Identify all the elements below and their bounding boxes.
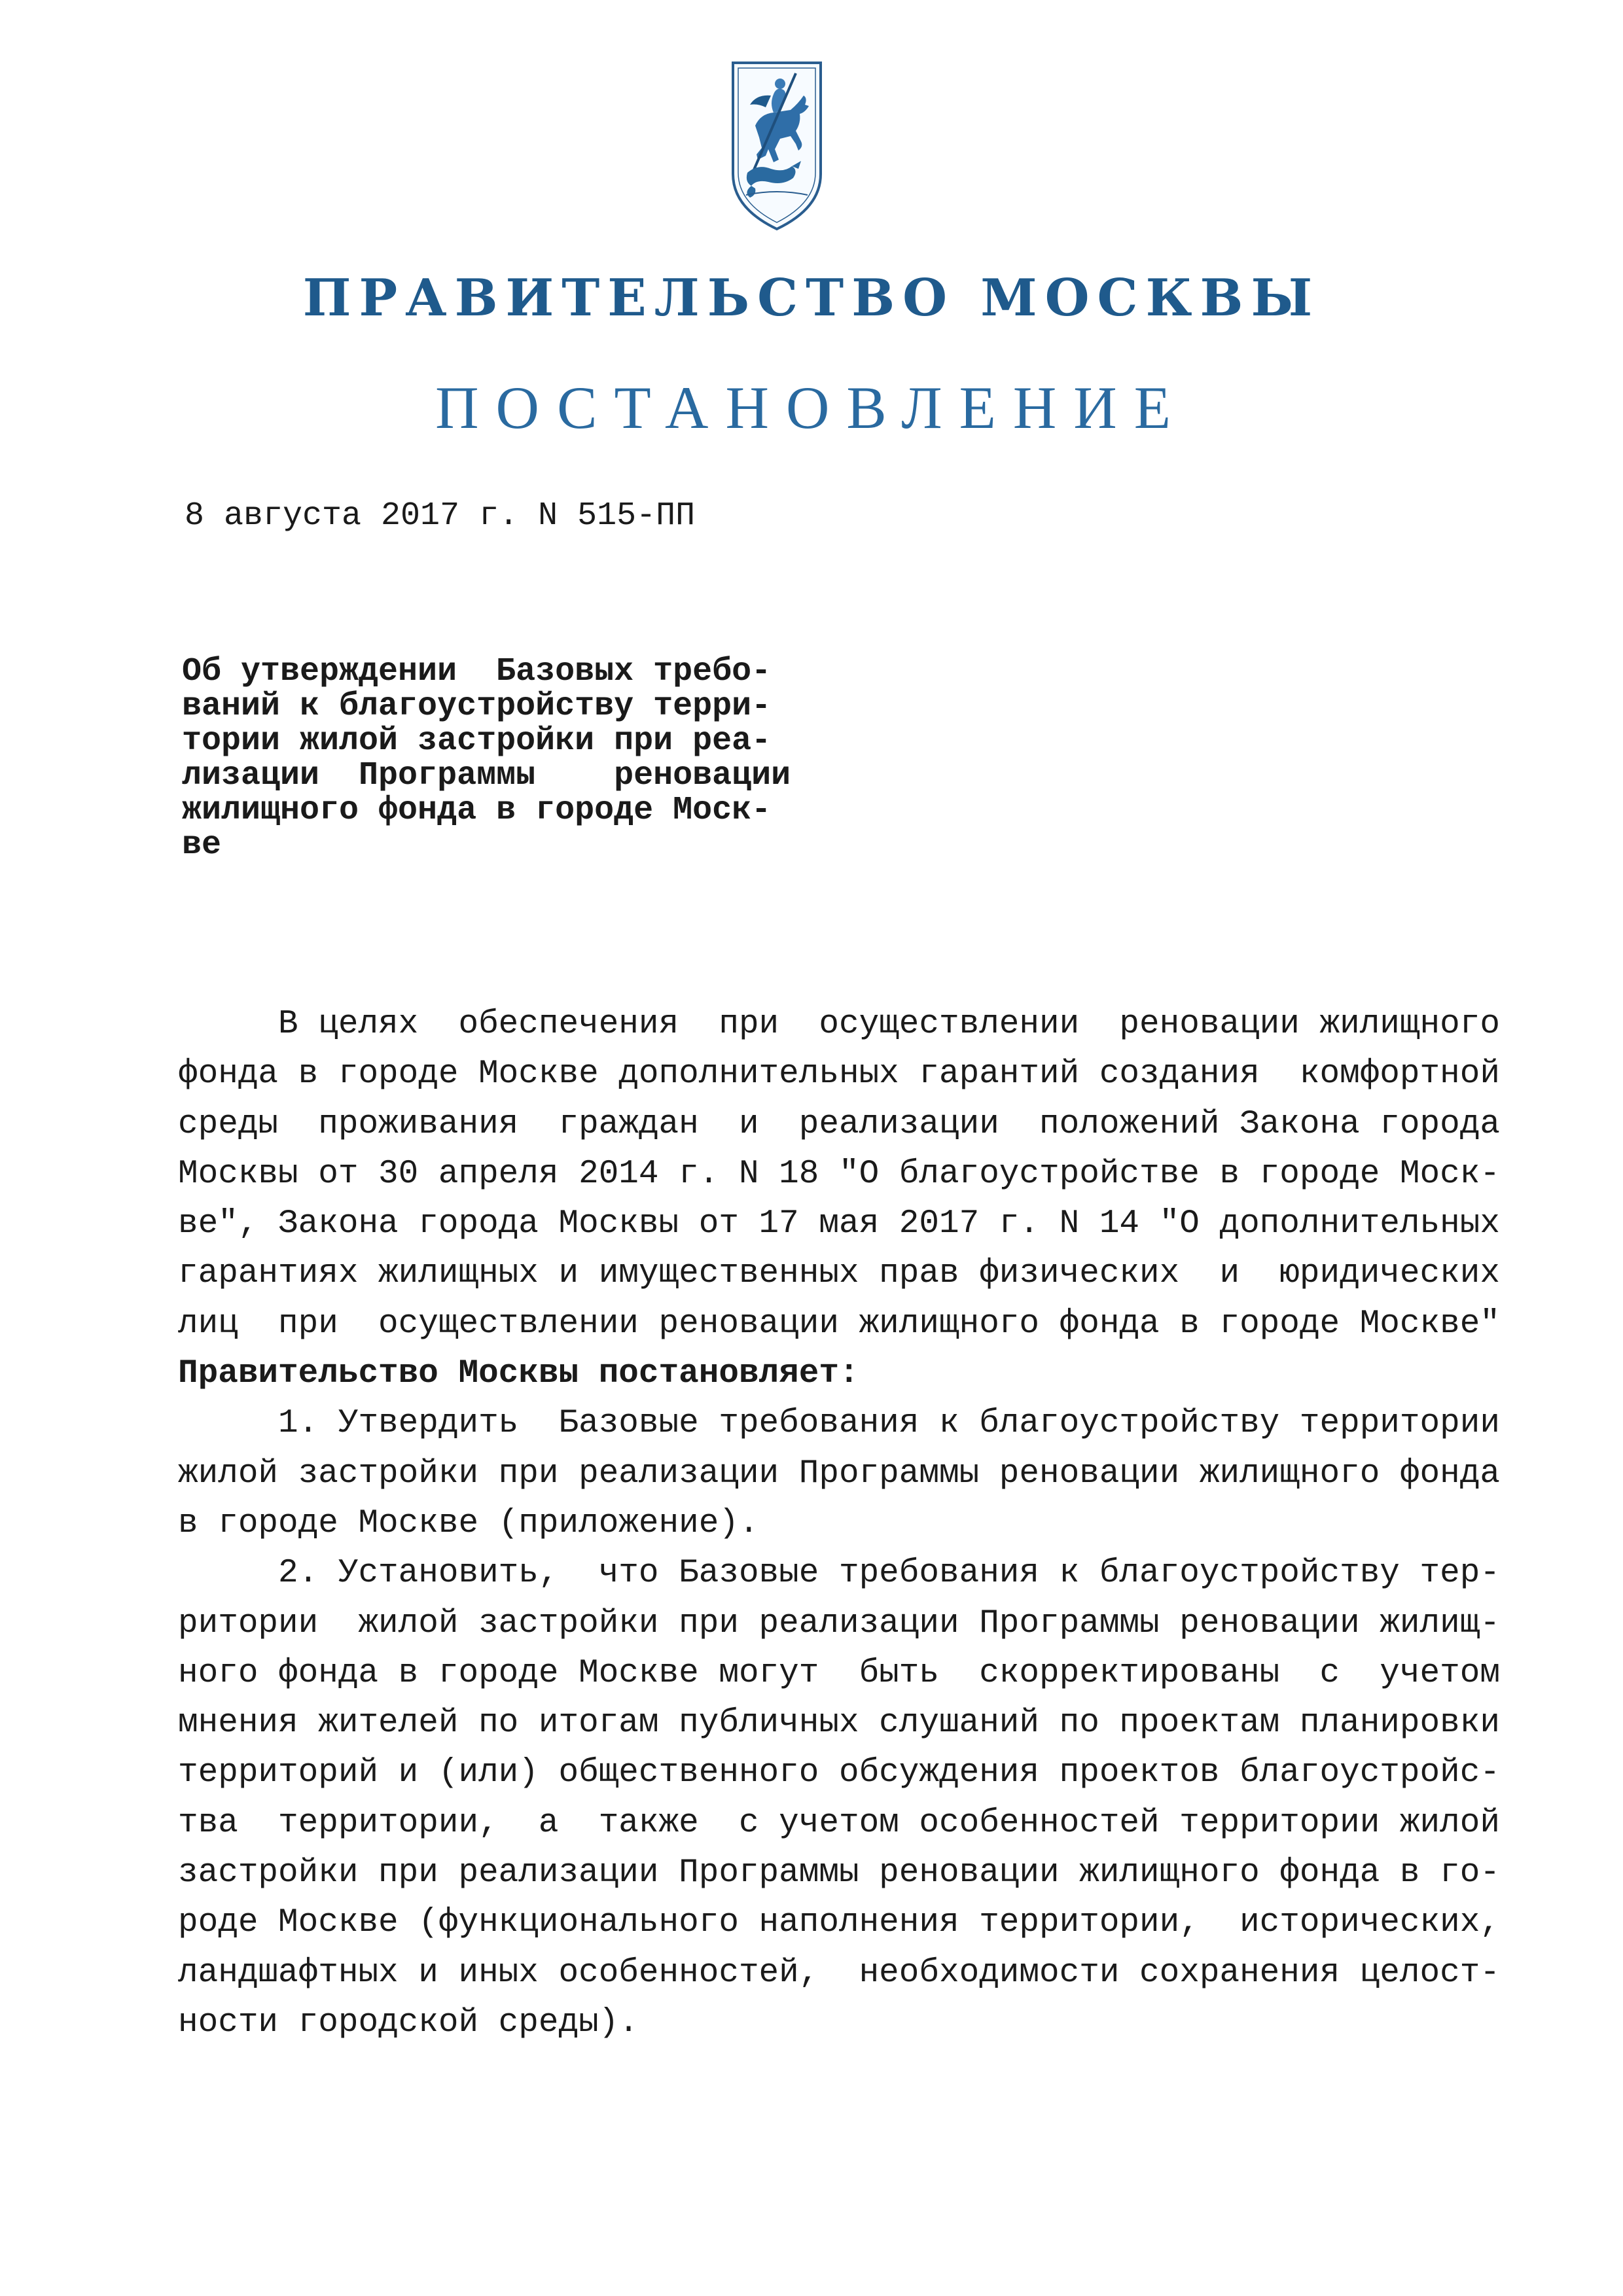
item2-line: ритории жилой застройки при реализации Программы реновации жилищ- [178, 1604, 1500, 1642]
subject-line: Об утверждении Базовых требо- [182, 653, 772, 690]
decree-subject [182, 653, 791, 864]
item2-line: ного фонда в городе Москве могут быть скорректированы с учетом [178, 1654, 1500, 1692]
document-type: ПОСТАНОВЛЕНИЕ [435, 374, 1188, 441]
item1-line: в городе Москве (приложение). [178, 1504, 759, 1542]
decree-phrase: Правительство Москвы постановляет: [178, 1355, 859, 1393]
subject-line: жилищного фонда в городе Моск- [182, 792, 772, 829]
preamble-line: ве", Закона города Москвы от 17 мая 2017 г. N 14 "О дополнительных [178, 1205, 1500, 1243]
preamble-line: фонда в городе Москве дополнительных гарантий создания комфортной [178, 1055, 1500, 1093]
item2-line: ности городской среды). [178, 2004, 639, 2041]
item2-line: 2. Установить, что Базовые требования к благоустройству тер- [178, 1555, 1500, 1593]
preamble-line: Москвы от 30 апреля 2014 г. N 18 "О благоустройстве в городе Моск- [178, 1155, 1500, 1193]
preamble-line: среды проживания граждан и реализации положений Закона города [178, 1105, 1500, 1143]
item1-line: жилой застройки при реализации Программы реновации жилищного фонда [178, 1455, 1500, 1492]
subject-line: ве [182, 826, 222, 864]
preamble-line: лиц при осуществлении реновации жилищного фонда в городе Москве" [178, 1305, 1500, 1343]
preamble-line: гарантиях жилищных и имущественных прав физических и юридических [178, 1255, 1500, 1293]
decree-date-number: 8 августа 2017 г. N 515-ПП [185, 497, 696, 535]
government-title: ПРАВИТЕЛЬСТВО МОСКВЫ [302, 268, 1321, 328]
item2-line: мнения жителей по итогам публичных слушаний по проектам планировки [178, 1704, 1500, 1742]
item2-line: застройки при реализации Программы реновации жилищного фонда в го- [178, 1854, 1500, 1892]
moscow-coat-of-arms-icon [728, 58, 826, 232]
item1-line: 1. Утвердить Базовые требования к благоустройству территории [178, 1405, 1500, 1443]
preamble-line: В целях обеспечения при осуществлении реновации жилищного [178, 1006, 1500, 1043]
item2-line: тва территории, а также с учетом особенностей территории жилой [178, 1804, 1500, 1842]
subject-line: тории жилой застройки при реа- [182, 722, 772, 760]
decree-body [178, 1000, 1500, 2048]
subject-line: ваний к благоустройству терри- [182, 688, 772, 725]
item2-line: роде Москве (функционального наполнения территории, исторических, [178, 1904, 1500, 1942]
subject-line: лизации Программы реновации [182, 757, 791, 794]
item2-line: территорий и (или) общественного обсуждения проектов благоустройс- [178, 1754, 1500, 1792]
item2-line: ландшафтных и иных особенностей, необходимости сохранения целост- [178, 1954, 1500, 1992]
